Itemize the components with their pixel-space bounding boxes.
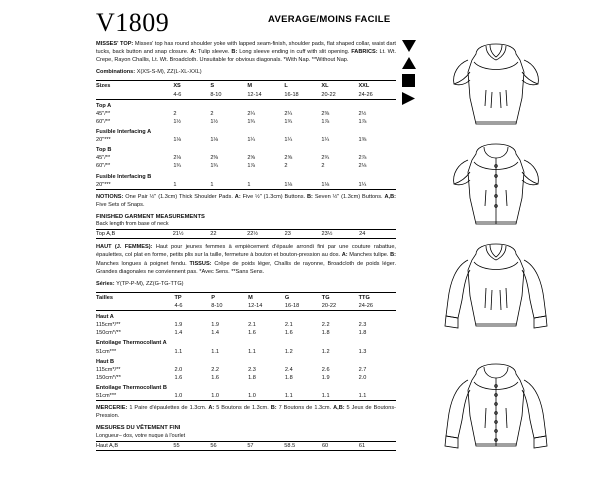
series-line: [96, 280, 396, 288]
combinations-label: Combinations:: [96, 69, 136, 76]
table-row: [96, 356, 396, 366]
table-row: Top A,B 21½ 22 22½ 23 23½ 24: [96, 231, 366, 238]
group-title-entoilage-b: Entoilage Thermocollant B: [96, 384, 167, 391]
sizes-row-label: Sizes: [96, 83, 111, 90]
group-title-haut-a: Haut A: [96, 314, 114, 321]
shape-marker-column: [402, 40, 420, 110]
pattern-number: V1809: [96, 8, 170, 37]
description-b-label: B:: [231, 49, 238, 56]
group-title-top-b: Top B: [96, 147, 112, 154]
table-row: [96, 144, 396, 154]
table-row: 20"*** 1 1 1 1⅛ 1⅛ 1¼: [96, 181, 367, 188]
description-title: MISSES' TOP:: [96, 41, 134, 47]
size-num-l: 16-18: [284, 91, 299, 98]
size-col-l: L: [284, 83, 288, 90]
content-column: [96, 40, 396, 451]
mesures-table: [96, 441, 396, 451]
page-title: [96, 8, 256, 38]
size-num-s: 8-10: [210, 91, 222, 98]
top-b-back-view: [424, 358, 600, 474]
table-row: [96, 126, 396, 136]
size-num-m: 12-14: [247, 91, 262, 98]
group-title-interfacing-a: Fusible Interfacing A: [96, 128, 152, 135]
mesures-title: MESURES DU VÊTEMENT FINI: [96, 425, 181, 432]
difficulty-label: AVERAGE/MOINS FACILE: [268, 14, 391, 25]
table-row: 60"/** 1½ 1½ 1¾ 1¾ 1⅞ 1⅞: [96, 118, 367, 125]
table-row: 150cm*/** 1.6 1.6 1.8 1.8 1.9 2.0: [96, 374, 367, 381]
table-row: 60"/** 1¾ 1¾ 1⅞ 2 2 2⅛: [96, 163, 367, 170]
group-title-haut-b: Haut B: [96, 358, 115, 365]
french-title: HAUT (J. FEMMES):: [96, 244, 153, 251]
mesures-subtitle: Longueur– dos, votre nuque à l'ourlet: [96, 432, 186, 439]
yardage-table-en: [96, 80, 396, 189]
table-row: 51cm*** 1.1 1.1 1.1 1.2 1.2 1.3: [96, 348, 367, 355]
series-label: Séries:: [96, 280, 115, 287]
top-a-front-view: [424, 38, 600, 134]
notions-line: NOTIONS: One Pair ½" (1.3cm) Thick Shoulder Pads. A: Five ½" (1.3cm) Buttons. B: Seven ½" (1.3cm) Buttons. A,B: Five Sets of Snaps.: [96, 193, 396, 208]
yardage-table-fr: [96, 292, 396, 401]
group-title-entoilage-a: Entoilage Thermocollant A: [96, 340, 167, 347]
notions-label: NOTIONS:: [96, 193, 124, 200]
triangle-down-icon: [402, 40, 420, 52]
table-row: [96, 382, 396, 392]
french-nap-note: *Avec Sens. **Sans Sens.: [199, 268, 265, 275]
table-row: [96, 171, 396, 181]
notions-text: One Pair ½" (1.3cm) Thick Shoulder Pads.: [123, 193, 235, 200]
table-row: [96, 337, 396, 347]
combinations-value: X(XS-S-M), ZZ(L-XL-XXL): [135, 69, 202, 76]
size-col-xs: XS: [173, 83, 181, 90]
table-row: 4-6 8-10 12-14 16-18 20-22 24-26: [174, 302, 373, 309]
table-row: [96, 100, 396, 110]
triangle-up-icon: [402, 57, 420, 69]
size-col-xxl: XXL: [358, 83, 370, 90]
description-b-text: Long sleeve ending in cuff with slit opening.: [237, 49, 352, 56]
size-col-s: S: [210, 83, 215, 90]
table-row: 51cm*** 1.0 1.0 1.0 1.1 1.1 1.1: [96, 393, 367, 400]
finished-measurements-subtitle: Back length from base of neck: [96, 221, 169, 228]
triangle-right-icon: [402, 92, 420, 105]
table-row: [96, 91, 396, 100]
line-drawings: [424, 38, 600, 478]
fabrics-label: FABRICS:: [351, 49, 378, 56]
table-row: 45"/** 2⅛ 2⅜ 2⅝ 2⅝ 2¾ 2⅞: [96, 155, 367, 162]
table-row: Haut A,B 55 56 57 58.5 60 61: [96, 442, 366, 449]
size-col-xl: XL: [321, 83, 329, 90]
size-num-xs: 4-6: [173, 91, 182, 98]
table-row: 115cm*/** 1.9 1.9 2.1 2.1 2.2 2.3: [96, 322, 367, 329]
table-row: Tailles TP P M G TG TTG: [96, 294, 370, 301]
group-title-top-a: Top A: [96, 102, 112, 109]
finished-measurements-table: [96, 229, 396, 239]
finished-row-label: Top A,B: [96, 231, 116, 238]
top-b-front-view: [424, 238, 600, 354]
tailles-row-label: Tailles: [96, 294, 113, 301]
table-row: 150cm*/** 1.4 1.4 1.6 1.6 1.8 1.8: [96, 330, 367, 337]
finished-measurements-title: FINISHED GARMENT MEASUREMENTS: [96, 213, 205, 220]
table-row: 45"/** 2 2 2¼ 2¼ 2⅜ 2½: [96, 110, 367, 117]
mercerie-line: MERCERIE: 1 Paire d'épaulettes de 1.3cm. A: 5 Boutons de 1.3cm. B: 7 Boutons de 1.3cm. A,B: 5 Jeux de Boutons-Pression.: [96, 405, 396, 420]
description-a-label: A:: [190, 49, 197, 56]
size-num-xxl: 24-26: [358, 91, 373, 98]
description-body: Misses' top has round shoulder yoke with lapped seam-finish, shoulder pads, flat shaped collar, waist dart tucks, back button and snap closure.: [96, 41, 396, 56]
table-row: [96, 311, 396, 321]
table-row: 20"*** 1⅛ 1⅛ 1¼ 1¼ 1¼ 1⅜: [96, 137, 367, 144]
combinations-line: [96, 68, 396, 76]
size-col-m: M: [247, 83, 252, 90]
series-value: Y(TP-P-M), ZZ(G-TG-TTG): [114, 280, 184, 287]
square-icon: [402, 74, 420, 87]
description-paragraph: [96, 40, 396, 64]
french-description-paragraph: HAUT (J. FEMMES): Haut pour jeunes femmes à empiècement d'épaule arrondi fini par une couture rabattue, épaulettes, col plat en forme, petits plis sur la taille, fermeture à bouton et bouton-pression au dos. A: Manches tulipe. B: Manches longues à poignet fendu. TISSUS: Crêpe de poids léger, Challis de rayonne, Broadcloth de poids léger. Grandes diagonales ne conviennent pas. *Avec Sens. **Sans Sens.: [96, 244, 396, 275]
fabrics-text: Lt. Wt. Crepe, Rayon Challis, Lt. Wt. Broadcloth. Unsuitable for obvious diagonals.: [96, 49, 396, 64]
top-a-back-view: [424, 138, 600, 234]
french-body: Haut pour jeunes femmes à empiècement d'épaule arrondi fini par une couture rabattue, épaulettes, col plat en forme, petits plis sur la taille, fermeture à bouton et bouton-pression au dos.: [96, 244, 396, 259]
mesures-row-label: Haut A,B: [96, 442, 119, 449]
size-num-xl: 20-22: [321, 91, 336, 98]
description-a-text: Tulip sleeve.: [196, 49, 232, 56]
table-row: [96, 81, 396, 90]
table-row: 115cm*/** 2.0 2.2 2.3 2.4 2.6 2.7: [96, 366, 367, 373]
nap-note: *With Nap. **Without Nap.: [283, 57, 349, 64]
mercerie-label: MERCERIE:: [96, 405, 128, 412]
group-title-interfacing-b: Fusible Interfacing B: [96, 173, 152, 180]
